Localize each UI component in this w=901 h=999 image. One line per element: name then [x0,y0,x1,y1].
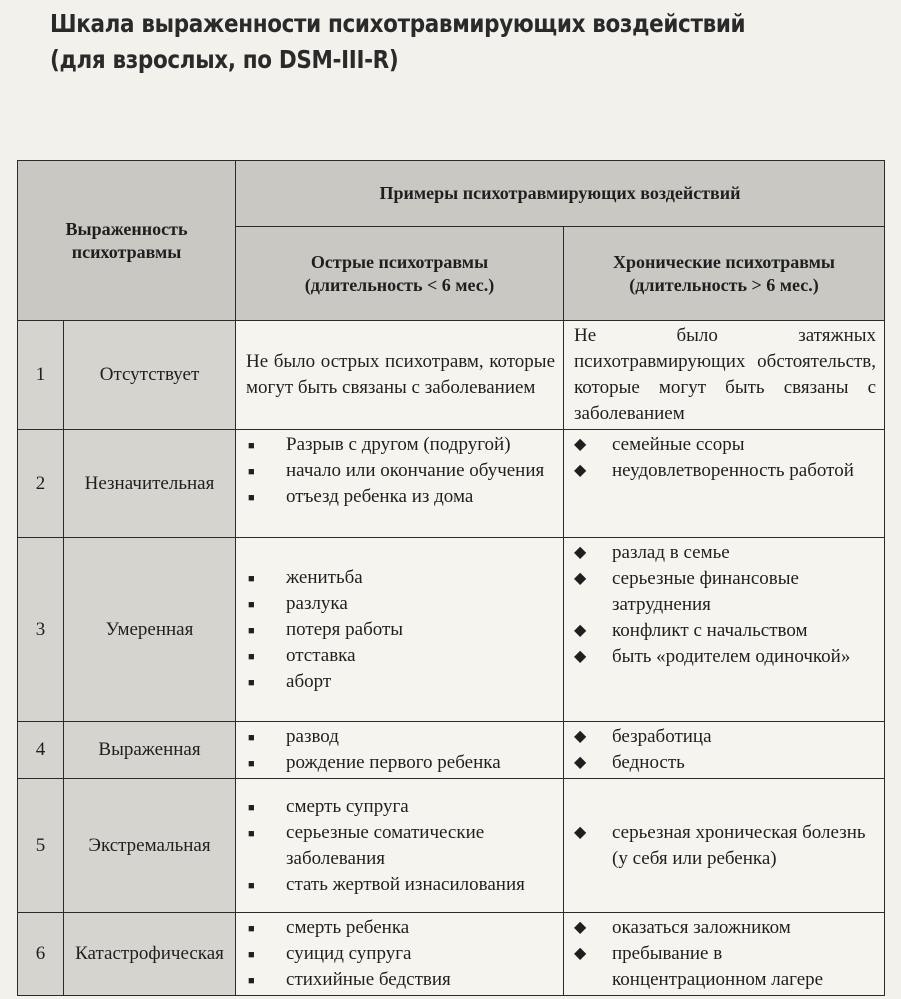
chronic-text: Не было затяжных психотравмирующих обстоятельств, которые могут быть связаны с заболеванием [574,325,877,424]
list-item: ■ отставка [246,643,555,669]
list-item: ■ отъезд ребенка из дома [246,484,555,510]
acute-cell [236,430,564,538]
chronic-cell [564,430,885,538]
list-item: ■ стать жертвой изнасилования [246,872,555,898]
acute-header-note: (длительность < 6 мес.) [304,274,495,295]
list-item: ◆ семейные ссоры [574,432,876,458]
list-item: ■ развод [246,724,555,750]
chronic-cell [564,779,885,913]
chronic-column-header [564,227,885,321]
list-item: ◆ серьезная хроническая болезнь (у себя или ребенка) [574,820,876,872]
list-item: ◆ быть «родителем одиночкой» [574,644,876,670]
acute-column-header [236,227,564,321]
chronic-cell [564,722,885,779]
acute-text: Не было острых психотравм, которые могут быть связаны с заболеванием [246,351,556,398]
table-row [18,779,885,913]
chronic-header-note: (длительность > 6 мес.) [629,274,819,295]
acute-cell [236,913,564,996]
acute-cell [236,321,564,430]
list-item: ■ потеря работы [246,617,555,643]
list-item: ■ смерть супруга [246,794,555,820]
page-title-line-1: Шкала выраженности психотравмирующих воздействий [50,9,746,38]
chronic-cell [564,913,885,996]
severity-number: 1 [18,321,64,430]
list-item: ◆ серьезные финансовые затруднения [574,566,876,618]
list-item: ■ начало или окончание обучения [246,458,555,484]
table-row [18,321,885,430]
page-title-line-2: (для взрослых, по DSM-III-R) [50,45,399,74]
list-item: ◆ бедность [574,750,876,776]
list-item: ◆ конфликт с начальством [574,618,876,644]
list-item: ◆ разлад в семье [574,540,876,566]
severity-level: Умеренная [64,538,236,722]
severity-level: Катастрофическая [64,913,236,996]
list-item: ■ суицид супруга [246,941,555,967]
list-item: ◆ оказаться заложником [574,915,876,941]
severity-column-header: Выраженность психотравмы [18,161,236,321]
acute-cell [236,722,564,779]
table-row [18,722,885,779]
list-item: ■ разлука [246,591,555,617]
acute-cell [236,779,564,913]
acute-header-title: Острые психотравмы [310,251,489,272]
severity-level: Незначительная [64,430,236,538]
table-row [18,913,885,996]
list-item: ◆ неудовлетворенность работой [574,458,876,484]
severity-number: 3 [18,538,64,722]
list-item: ■ серьезные соматические заболевания [246,820,555,872]
chronic-cell [564,538,885,722]
severity-number: 5 [18,779,64,913]
list-item: ■ женитьба [246,565,555,591]
table-row [18,538,885,722]
list-item: ■ Разрыв с другом (подругой) [246,432,555,458]
list-item: ■ стихийные бедствия [246,967,555,993]
severity-level: Отсутствует [64,321,236,430]
severity-number: 4 [18,722,64,779]
chronic-header-title: Хронические психотравмы [613,251,835,272]
list-item: ◆ безработица [574,724,876,750]
table-row [18,430,885,538]
severity-level: Выраженная [64,722,236,779]
list-item: ■ рождение первого ребенка [246,750,555,776]
list-item: ◆ пребывание в концентрационном лагере [574,941,876,993]
page-title [50,6,746,78]
severity-number: 6 [18,913,64,996]
severity-scale-table [17,160,885,996]
list-item: ■ смерть ребенка [246,915,555,941]
acute-cell [236,538,564,722]
chronic-cell [564,321,885,430]
examples-column-header: Примеры психотравмирующих воздействий [236,161,885,227]
severity-level: Экстремальная [64,779,236,913]
list-item: ■ аборт [246,669,555,695]
severity-number: 2 [18,430,64,538]
